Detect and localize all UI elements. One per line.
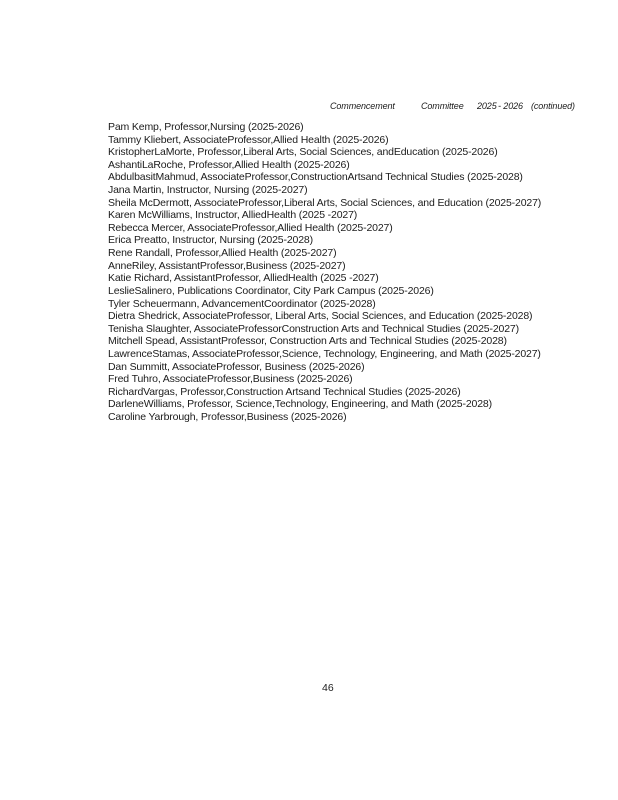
member-line: DarleneWilliams, Professor, Science,Technology, Engineering, and Math (2025-2028) (108, 398, 492, 411)
member-line: AbdulbasitMahmud, AssociateProfessor,ConstructionArtsand Technical Studies (2025-2028) (108, 171, 523, 184)
member-line: Katie Richard, AssistantProfessor, AlliedHealth (2025 -2027) (108, 272, 379, 285)
member-line: Rebecca Mercer, AssociateProfessor,Allied Health (2025-2027) (108, 221, 393, 234)
member-line: Fred Tuhro, AssociateProfessor,Business (2025-2026) (108, 373, 353, 386)
member-line: Tyler Scheuermann, AdvancementCoordinator (2025-2028) (108, 297, 376, 310)
member-line: KristopherLaMorte, Professor,Liberal Arts, Social Sciences, andEducation (2025-2026) (108, 146, 498, 159)
header-year-start: 2025 (477, 101, 497, 111)
member-line: Pam Kemp, Professor,Nursing (2025-2026) (108, 121, 304, 133)
member-line: Jana Martin, Instructor, Nursing (2025-2027) (108, 184, 308, 197)
member-line: Caroline Yarbrough, Professor,Business (2025-2026) (108, 411, 347, 424)
member-line: LawrenceStamas, AssociateProfessor,Science, Technology, Engineering, and Math (2025-2027) (108, 347, 541, 360)
member-line: LeslieSalinero, Publications Coordinator, City Park Campus (2025-2026) (108, 284, 434, 297)
member-line: Karen McWilliams, Instructor, AlliedHealth (2025 -2027) (108, 209, 358, 222)
member-line: Dietra Shedrick, AssociateProfessor, Liberal Arts, Social Sciences, and Education (2025-2028) (108, 310, 533, 323)
header-year-end: - 2026 (498, 101, 523, 111)
member-line: AshantiLaRoche, Professor,Allied Health (2025-2026) (108, 158, 350, 171)
document-header (0, 101, 618, 115)
member-line: Dan Summitt, AssociateProfessor, Business (2025-2026) (108, 360, 365, 373)
member-line: Erica Preatto, Instructor, Nursing (2025-2028) (108, 234, 313, 247)
member-line: AnneRiley, AssistantProfessor,Business (2025-2027) (108, 259, 346, 272)
header-title-committee: Committee (421, 101, 464, 111)
member-line: Rene Randall, Professor,Allied Health (2025-2027) (108, 247, 337, 260)
member-line: Sheila McDermott, AssociateProfessor,Liberal Arts, Social Sciences, and Education (2025-2027) (108, 196, 542, 209)
member-line: Tammy Kliebert, AssociateProfessor,Allied Health (2025-2026) (108, 133, 389, 146)
committee-member-list (108, 121, 608, 424)
page-number: 46 (322, 682, 334, 694)
member-line: RichardVargas, Professor,Construction Artsand Technical Studies (2025-2026) (108, 385, 461, 398)
member-line: Mitchell Spead, AssistantProfessor, Construction Arts and Technical Studies (2025-2028) (108, 335, 507, 348)
member-line: Tenisha Slaughter, AssociateProfessorConstruction Arts and Technical Studies (2025-2027) (108, 322, 519, 335)
header-continued-label: (continued) (531, 101, 575, 111)
header-title-commencement: Commencement (330, 101, 395, 111)
